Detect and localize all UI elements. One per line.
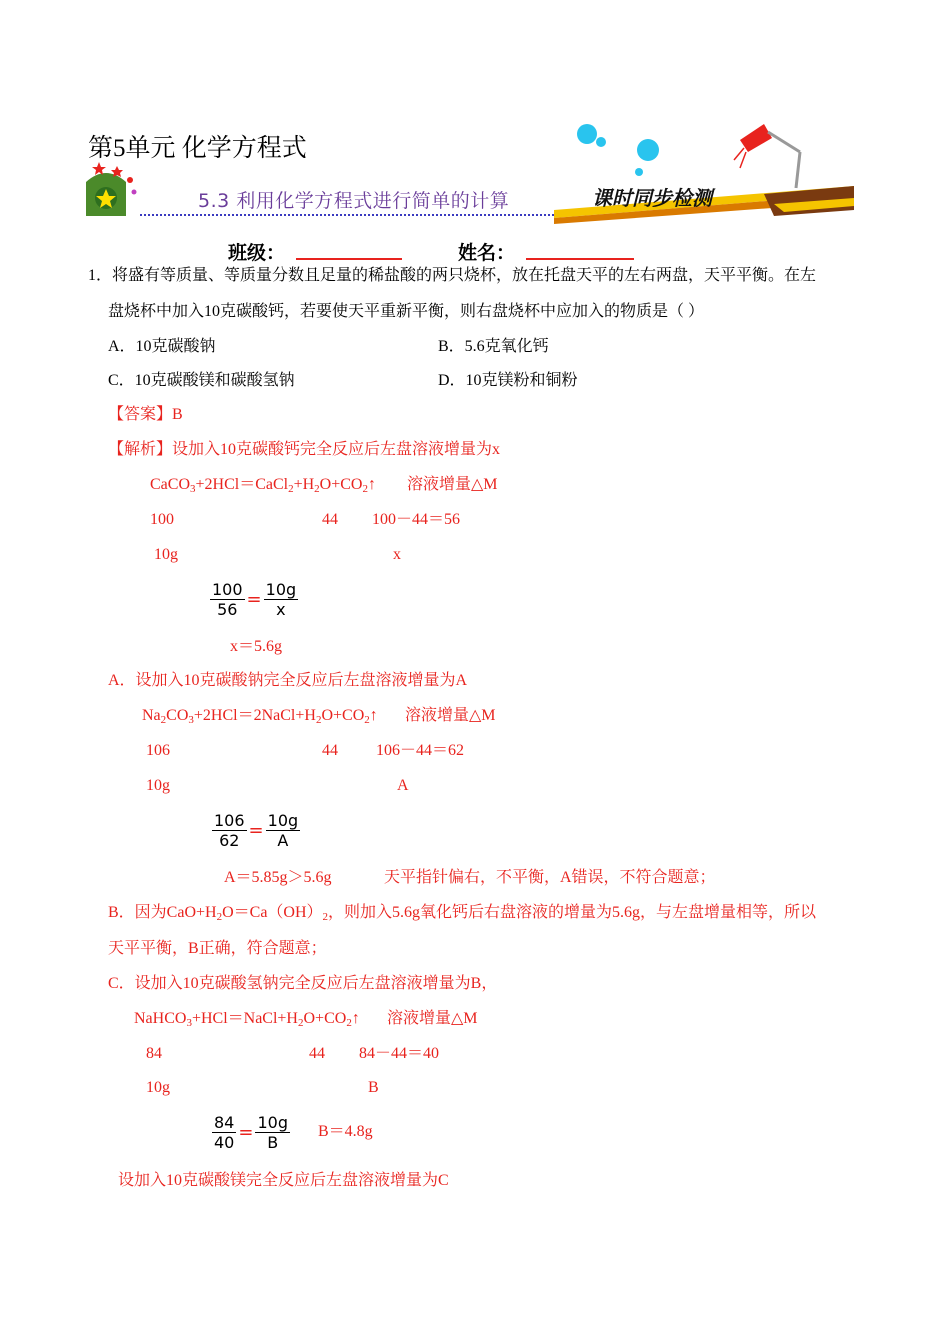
question-line-1: 1．将盛有等质量、等质量分数且足量的稀盐酸的两只烧杯，放在托盘天平的左右两盘，天平平衡。在左 <box>88 267 817 284</box>
option-a: A．10克碳酸钠 <box>108 338 216 355</box>
answer-label: 【答案】B <box>108 406 183 423</box>
a-equation: $Na_2CO_3+2HCl=2NaCl+H_2O+CO_2↑$ <box>142 707 378 726</box>
caco3-delta-label: 溶液增量△M <box>407 476 498 493</box>
c-qty-2: B <box>368 1079 379 1096</box>
b-line-2: 天平平衡，B正确，符合题意； <box>108 940 327 957</box>
a-qty-2: A <box>397 777 409 794</box>
a-mass-1: 106 <box>146 742 170 759</box>
lesson-title: 5.3 利用化学方程式进行简单的计算 <box>198 190 510 212</box>
unit-title: 第5单元 化学方程式 <box>88 135 307 162</box>
bubble-decoration <box>577 124 597 144</box>
class-blank[interactable] <box>296 258 402 260</box>
a-result: A＝5.85g＞5.6g <box>224 869 332 886</box>
name-blank[interactable] <box>526 258 634 260</box>
class-label: 班级： <box>228 242 286 264</box>
c-equation: $NaHCO_3+HCl=NaCl+H_2O+CO_2↑$ <box>134 1010 360 1029</box>
b-line-1: B．因为$CaO+H_2O=Ca(OH)_2$，则加入5.6g氧化钙后右盘溶液的增量为5.6g，与左盘增量相等，所以 <box>108 904 817 923</box>
option-b: B．5.6克氧化钙 <box>438 338 549 355</box>
caco3-qty-1: 10g <box>154 546 178 563</box>
caco3-mass-3: 100－44＝56 <box>372 511 461 528</box>
a-qty-1: 10g <box>146 777 170 794</box>
star-badge-icon <box>86 162 137 216</box>
option-c: C．10克碳酸镁和碳酸氢钠 <box>108 372 295 389</box>
c-mass-2: 44 <box>309 1045 325 1062</box>
c-mass-3: 84－44＝40 <box>359 1045 440 1062</box>
a-mass-3: 106－44＝62 <box>376 742 465 759</box>
c-mass-1: 84 <box>146 1045 162 1062</box>
caco3-result: x＝5.6g <box>230 638 283 655</box>
d-intro: 设加入10克碳酸镁完全反应后左盘溶液增量为C <box>118 1172 449 1189</box>
caco3-mass-1: 100 <box>150 511 174 528</box>
a-proportion: $\frac{106}{62}$ = $\frac{10g}{A}$ <box>214 811 299 850</box>
c-qty-1: 10g <box>146 1079 170 1096</box>
a-delta-label: 溶液增量△M <box>405 707 496 724</box>
caco3-proportion: $\frac{100}{56}$ = $\frac{10g}{x}$ <box>212 580 297 619</box>
name-label: 姓名： <box>458 242 516 264</box>
analysis-intro: 【解析】设加入10克碳酸钙完全反应后左盘溶液增量为x <box>108 441 501 458</box>
caco3-equation: $CaCO_3+2HCl=CaCl_2+H_2O+CO_2↑$ <box>150 476 376 495</box>
c-proportion: $\frac{84}{40}$ = $\frac{10g}{B}$ <box>214 1113 288 1152</box>
sync-test-badge: 课时同步检测 <box>592 186 712 210</box>
c-intro: C．设加入10克碳酸氢钠完全反应后左盘溶液增量为B， <box>108 975 498 992</box>
option-d: D．10克镁粉和铜粉 <box>438 372 578 389</box>
c-result: B＝4.8g <box>318 1123 373 1140</box>
c-delta-label: 溶液增量△M <box>387 1010 478 1027</box>
a-conclusion: 天平指针偏右，不平衡，A错误，不符合题意； <box>384 869 716 886</box>
caco3-mass-2: 44 <box>322 511 338 528</box>
a-intro: A．设加入10克碳酸钠完全反应后左盘溶液增量为A <box>108 672 468 689</box>
caco3-qty-2: x <box>393 546 401 563</box>
a-mass-2: 44 <box>322 742 338 759</box>
lamp-icon <box>734 124 800 188</box>
question-line-2: 盘烧杯中加入10克碳酸钙，若要使天平重新平衡，则右盘烧杯中应加入的物质是（ ） <box>108 303 705 320</box>
